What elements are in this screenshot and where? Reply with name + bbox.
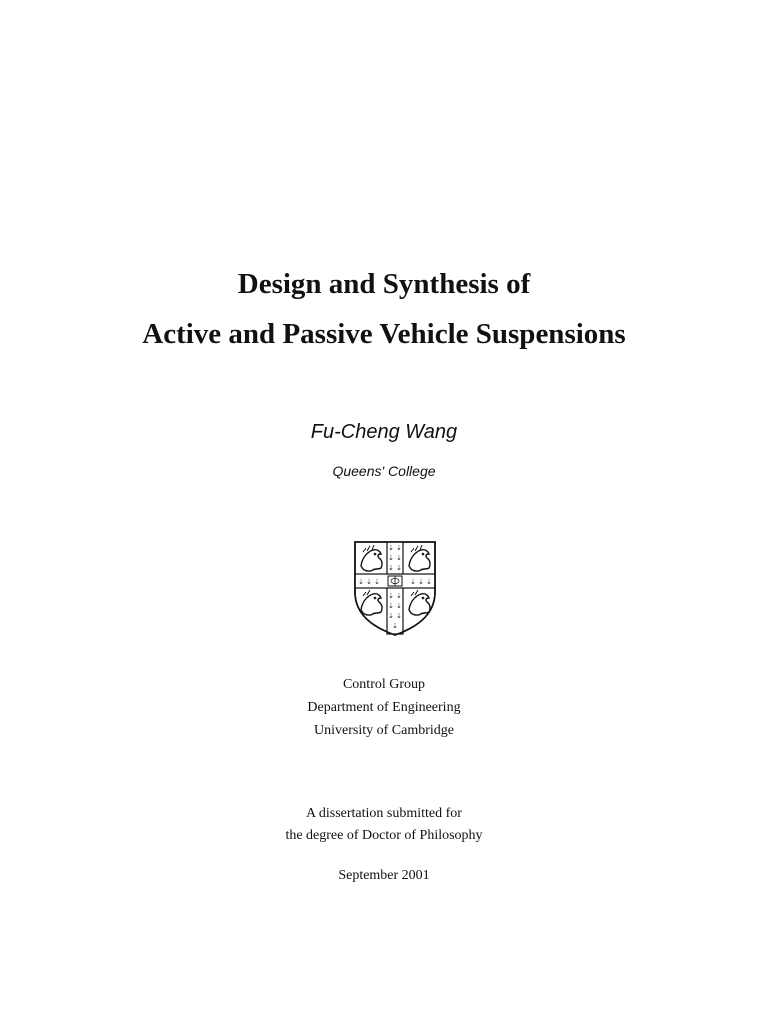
- research-group: Control Group: [342, 677, 426, 692]
- svg-text:⇣: ⇣: [396, 602, 402, 610]
- svg-text:⇣: ⇣: [358, 578, 364, 586]
- svg-text:⇣: ⇣: [388, 554, 394, 562]
- author-college: Queens' College: [332, 463, 436, 479]
- svg-text:⇣: ⇣: [366, 578, 372, 586]
- submission-date: September 2001: [338, 868, 430, 883]
- svg-text:⇣: ⇣: [388, 564, 394, 572]
- svg-text:⇣: ⇣: [410, 578, 416, 586]
- svg-text:⇣: ⇣: [388, 544, 394, 552]
- svg-text:⇣: ⇣: [396, 544, 402, 552]
- submission-statement-line-2: the degree of Doctor of Philosophy: [285, 828, 483, 843]
- svg-text:⇣: ⇣: [388, 602, 394, 610]
- svg-text:⇣: ⇣: [426, 578, 432, 586]
- svg-text:⇣: ⇣: [418, 578, 424, 586]
- svg-text:⇣: ⇣: [396, 564, 402, 572]
- svg-text:⇣: ⇣: [396, 554, 402, 562]
- university-crest-icon: [353, 540, 437, 636]
- university: University of Cambridge: [314, 723, 454, 738]
- svg-text:⇣: ⇣: [396, 612, 402, 620]
- department: Department of Engineering: [307, 700, 461, 715]
- svg-text:⇣: ⇣: [392, 622, 398, 630]
- thesis-title-line-2: Active and Passive Vehicle Suspensions: [142, 318, 626, 350]
- submission-statement-line-1: A dissertation submitted for: [306, 806, 462, 821]
- svg-text:⇣: ⇣: [396, 592, 402, 600]
- thesis-title-line-1: Design and Synthesis of: [237, 268, 531, 300]
- svg-text:⇣: ⇣: [374, 578, 380, 586]
- svg-text:⇣: ⇣: [388, 612, 394, 620]
- author-name: Fu-Cheng Wang: [310, 421, 458, 443]
- svg-text:⇣: ⇣: [388, 592, 394, 600]
